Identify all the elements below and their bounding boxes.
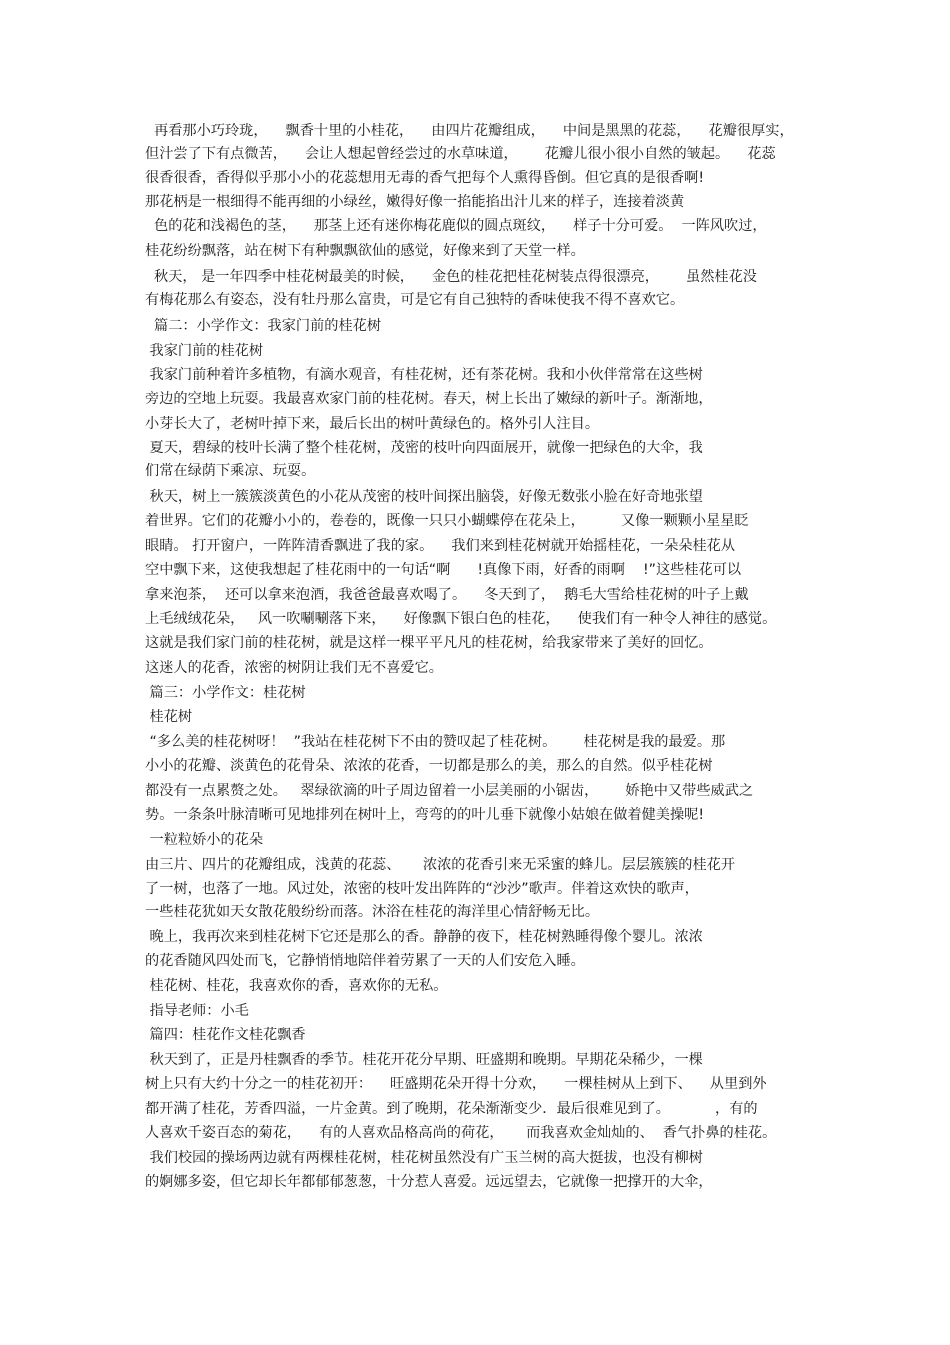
- text-line: 晚上，我再次来到桂花树下它还是那么的香。静静的夜下，桂花树熟睡得像个婴儿。浓浓: [145, 929, 703, 945]
- text-line: 篇二：小学作文：我家门前的桂花树: [145, 318, 382, 334]
- text-line: 那花柄是一根细得不能再细的小绿丝，嫩得好像一掐能掐出汁儿来的样子，连接着淡黄: [145, 194, 685, 210]
- text-line: 势。一条条叶脉清晰可见地排列在树叶上，弯弯的的叶儿垂下就像小姑娘在做着健美操呢!: [145, 807, 705, 823]
- text-line: 小芽长大了，老树叶掉下来，最后长出的树叶黄绿色的。格外引人注目。: [145, 416, 600, 432]
- text-line: 树上只有大约十分之一的桂花初开： 旺盛期花朵开得十分欢， 一棵桂树从上到下、 从里到外: [145, 1076, 767, 1092]
- text-line: 一些桂花犹如天女散花般纷纷而落。沐浴在桂花的海洋里心情舒畅无比。: [145, 904, 600, 920]
- text-line: 一粒粒娇小的花朵: [145, 832, 264, 848]
- text-line: 篇四：桂花作文桂花飘香: [145, 1027, 306, 1043]
- text-line: 空中飘下来，这使我想起了桂花雨中的一句话“啊 !真像下雨，好香的雨啊 !”这些桂花可以: [145, 562, 742, 578]
- text-line: 都开满了桂花，芳香四溢，一片金黄。到了晚期，花朵渐渐变少．最后很难见到了。 ，有的: [145, 1101, 758, 1117]
- text-line: 小小的花瓣、淡黄色的花骨朵、浓浓的花香，一切都是那么的美，那么的自然。似乎桂花树: [145, 758, 713, 774]
- text-line: 们常在绿荫下乘凉、玩耍。: [145, 463, 316, 479]
- text-line: 的婀娜多姿，但它却长年都郁郁葱葱，十分惹人喜爱。远远望去，它就像一把撑开的大伞，: [145, 1174, 713, 1190]
- text-line: 秋天，树上一簇簇淡黄色的小花从茂密的枝叶间探出脑袋，好像无数张小脸在好奇地张望: [145, 489, 703, 505]
- text-line: 人喜欢千姿百态的菊花， 有的人喜欢品格高尚的荷花， 而我喜欢金灿灿的、 香气扑鼻的桂花。: [145, 1125, 777, 1141]
- text-line: 指导老师：小毛: [145, 1003, 249, 1019]
- text-line: 很香很香，香得似乎那小小的花蕊想用无毒的香气把每个人熏得昏倒。但它真的是很香啊!: [145, 170, 705, 186]
- text-line: 了一树，也落了一地。风过处，浓密的枝叶发出阵阵的“沙沙”歌声。伴着这欢快的歌声，: [145, 881, 699, 897]
- text-line: 色的花和浅褐色的茎， 那茎上还有迷你梅花鹿似的圆点斑纹， 样子十分可爱。 一阵风吹过，: [145, 218, 767, 234]
- text-line: 着世界。它们的花瓣小小的，卷卷的，既像一只只小蝴蝶停在花朵上， 又像一颗颗小星星眨: [145, 513, 749, 529]
- text-line: 夏天，碧绿的枝叶长满了整个桂花树，茂密的枝叶向四面展开，就像一把绿色的大伞，我: [145, 440, 703, 456]
- text-line: 再看那小巧玲珑， 飘香十里的小桂花， 由四片花瓣组成， 中间是黑黑的花蕊， 花瓣很厚实，: [145, 123, 794, 139]
- text-line: “多么美的桂花树呀！ ”我站在桂花树下不由的赞叹起了桂花树。 桂花树是我的最爱。那: [145, 734, 726, 750]
- text-line: 桂花树、桂花，我喜欢你的香，喜欢你的无私。: [145, 978, 448, 994]
- text-line: 我们校园的操场两边就有两棵桂花树，桂花树虽然没有广玉兰树的高大挺拔，也没有柳树: [145, 1150, 703, 1166]
- text-line: 篇三：小学作文：桂花树: [145, 685, 306, 701]
- text-line: 有梅花那么有姿态，没有牡丹那么富贵，可是它有自己独特的香味使我不得不喜欢它。: [145, 292, 685, 308]
- text-line: 这迷人的花香，浓密的树阴让我们无不喜爱它。: [145, 660, 443, 676]
- text-line: 都没有一点累赘之处。 翠绿欲滴的叶子周边留着一小层美丽的小锯齿， 娇艳中又带些威武之: [145, 783, 754, 799]
- text-line: 桂花树: [145, 709, 193, 725]
- text-line: 桂花纷纷飘落，站在树下有种飘飘欲仙的感觉，好像来到了天堂一样。: [145, 243, 585, 259]
- text-line: 这就是我们家门前的桂花树，就是这样一棵平平凡凡的桂花树，给我家带来了美好的回忆。: [145, 635, 713, 651]
- text-line: 由三片、四片的花瓣组成，浅黄的花蕊、 浓浓的花香引来无采蜜的蜂儿。层层簇簇的桂花开: [145, 857, 736, 873]
- text-line: 我家门前种着许多植物，有滴水观音，有桂花树，还有茶花树。我和小伙伴常常在这些树: [145, 367, 703, 383]
- text-line: 上毛绒绒花朵， 风一吹唰唰落下来， 好像飘下银白色的桂花， 使我们有一种令人神往的感觉。: [145, 611, 777, 627]
- text-line: 但汁尝了下有点微苦， 会让人想起曾经尝过的水草味道， 花瓣儿很小很小自然的皱起。 花蕊: [145, 146, 776, 162]
- text-line: 的花香随风四处而飞，它静悄悄地陪伴着劳累了一天的人们安危入睡。: [145, 953, 585, 969]
- text-line: 我家门前的桂花树: [145, 343, 264, 359]
- text-line: 旁边的空地上玩耍。我最喜欢家门前的桂花树。春天，树上长出了嫩绿的新叶子。渐渐地，: [145, 391, 713, 407]
- text-line: 拿来泡茶， 还可以拿来泡酒，我爸爸最喜欢喝了。 冬天到了， 鹅毛大雪给桂花树的叶子上戴: [145, 587, 749, 603]
- text-line: 眼睛。 打开窗户，一阵阵清香飘进了我的家。 我们来到桂花树就开始摇桂花，一朵朵桂花从: [145, 538, 736, 554]
- text-line: 秋天， 是一年四季中桂花树最美的时候， 金色的桂花把桂花树装点得很漂亮， 虽然桂花没: [145, 269, 757, 285]
- text-line: 秋天到了，正是丹桂飘香的季节。桂花开花分早期、旺盛期和晚期。早期花朵稀少，一棵: [145, 1052, 703, 1068]
